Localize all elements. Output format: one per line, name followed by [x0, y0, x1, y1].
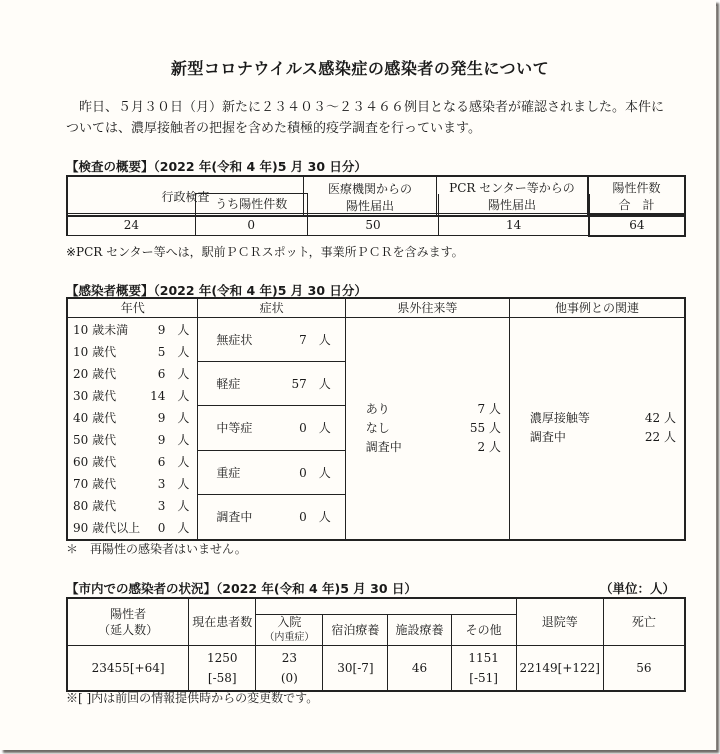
age-row: 50 歳代 9 人	[73, 432, 190, 447]
header-age: 年代	[67, 298, 198, 317]
value-positives: 23455[+64]	[67, 645, 189, 691]
symptom-row: 無症状 7 人	[198, 318, 344, 362]
age-row: 70 歳代 3 人	[73, 476, 190, 491]
city-unit: （単位：人）	[600, 581, 676, 596]
symptom-row: 軽症 57 人	[198, 362, 344, 406]
value-facility: 46	[388, 645, 451, 691]
summary-heading: 【感染者概要】（2022 年(令和 4 年)5 月 30 日分）	[66, 283, 367, 298]
testing-note: ※PCR センター等へは，駅前ＰＣＲスポット，事業所ＰＣＲを含みます。	[66, 245, 464, 259]
header-admin-positive: うち陽性件数	[195, 194, 307, 214]
symptom-row: 中等症 0 人	[198, 406, 344, 450]
header-discharged: 退院等	[516, 598, 603, 645]
header-positives: 陽性者 （延人数）	[67, 598, 189, 645]
value-total: 64	[589, 214, 685, 236]
age-row: 60 歳代 6 人	[73, 454, 190, 469]
city-table	[66, 597, 686, 692]
header-death: 死亡	[603, 598, 685, 645]
age-row: 20 歳代 6 人	[73, 366, 190, 381]
value-current: 1250 [-58]	[189, 645, 256, 691]
header-travel: 県外往来等	[345, 298, 509, 317]
travel-row: あり 7 人	[365, 401, 501, 416]
testing-values	[66, 193, 686, 237]
symptom-list	[198, 317, 345, 540]
header-lodging: 宿泊療養	[323, 614, 388, 645]
summary-table	[66, 297, 686, 541]
header-current: 現在患者数	[189, 598, 256, 645]
relation-list	[509, 317, 685, 540]
age-list	[67, 317, 198, 540]
travel-list	[345, 317, 509, 540]
symptom-row: 重症 0 人	[198, 451, 344, 495]
header-facility: 施設療養	[388, 614, 451, 645]
intro-paragraph: 昨日、５月３０日（月）新たに２３４０３～２３４６６例目となる感染者が確認されました。本件については、濃厚接触者の把握を含めた積極的疫学調査を行っています。	[66, 100, 665, 136]
summary-note: ＊ 再陽性の感染者はいません。	[66, 542, 247, 556]
symptom-row: 調査中 0 人	[216, 509, 331, 524]
travel-row: なし 55 人	[365, 420, 501, 435]
relation-row: 調査中 22 人	[529, 430, 676, 444]
header-symptom: 症状	[198, 298, 345, 317]
age-row: 10 歳代 5 人	[73, 344, 190, 359]
age-row: 80 歳代 3 人	[73, 498, 190, 513]
age-row: 10 歳未満 9 人	[73, 322, 190, 337]
value-hospitalized: 23 (0)	[256, 645, 323, 691]
header-admin-test: 行政検査	[67, 176, 304, 216]
value-other: 1151 [-51]	[451, 645, 516, 691]
travel-row: 調査中 2 人	[365, 439, 501, 454]
age-row: 30 歳代 14 人	[73, 388, 190, 403]
header-hospitalized: 入院 （内重症）	[256, 614, 323, 645]
header-total: 陽性件数 合 計	[588, 176, 685, 216]
header-other: その他	[451, 614, 516, 645]
value-lodging: 30[-7]	[323, 645, 388, 691]
value-death: 56	[603, 645, 685, 691]
city-heading: 【市内での感染者の状況】（2022 年(令和 4 年)5 月 30 日）	[66, 581, 417, 596]
relation-row: 濃厚接触等 42 人	[529, 411, 676, 425]
age-row: 90 歳代以上 0 人	[73, 520, 190, 535]
document-title: 新型コロナウイルス感染症の感染者の発生について	[170, 59, 550, 78]
header-medical: 医療機関からの 陽性届出	[304, 176, 437, 216]
city-note: ※[ ]内は前回の情報提供時からの変更数です。	[66, 691, 319, 705]
value-discharged: 22149[+122]	[516, 645, 603, 691]
header-relation: 他事例との関連	[509, 298, 685, 317]
value-pcr: 14	[439, 214, 589, 236]
header-pcr: PCR センター等からの 陽性届出	[437, 176, 589, 216]
age-row: 40 歳代 9 人	[73, 410, 190, 425]
testing-heading: 【検査の概要】（2022 年(令和 4 年)5 月 30 日分）	[66, 159, 367, 174]
value-admin-positive: 0	[195, 214, 307, 236]
value-medical: 50	[307, 214, 439, 236]
value-admin-test: 24	[67, 214, 195, 236]
